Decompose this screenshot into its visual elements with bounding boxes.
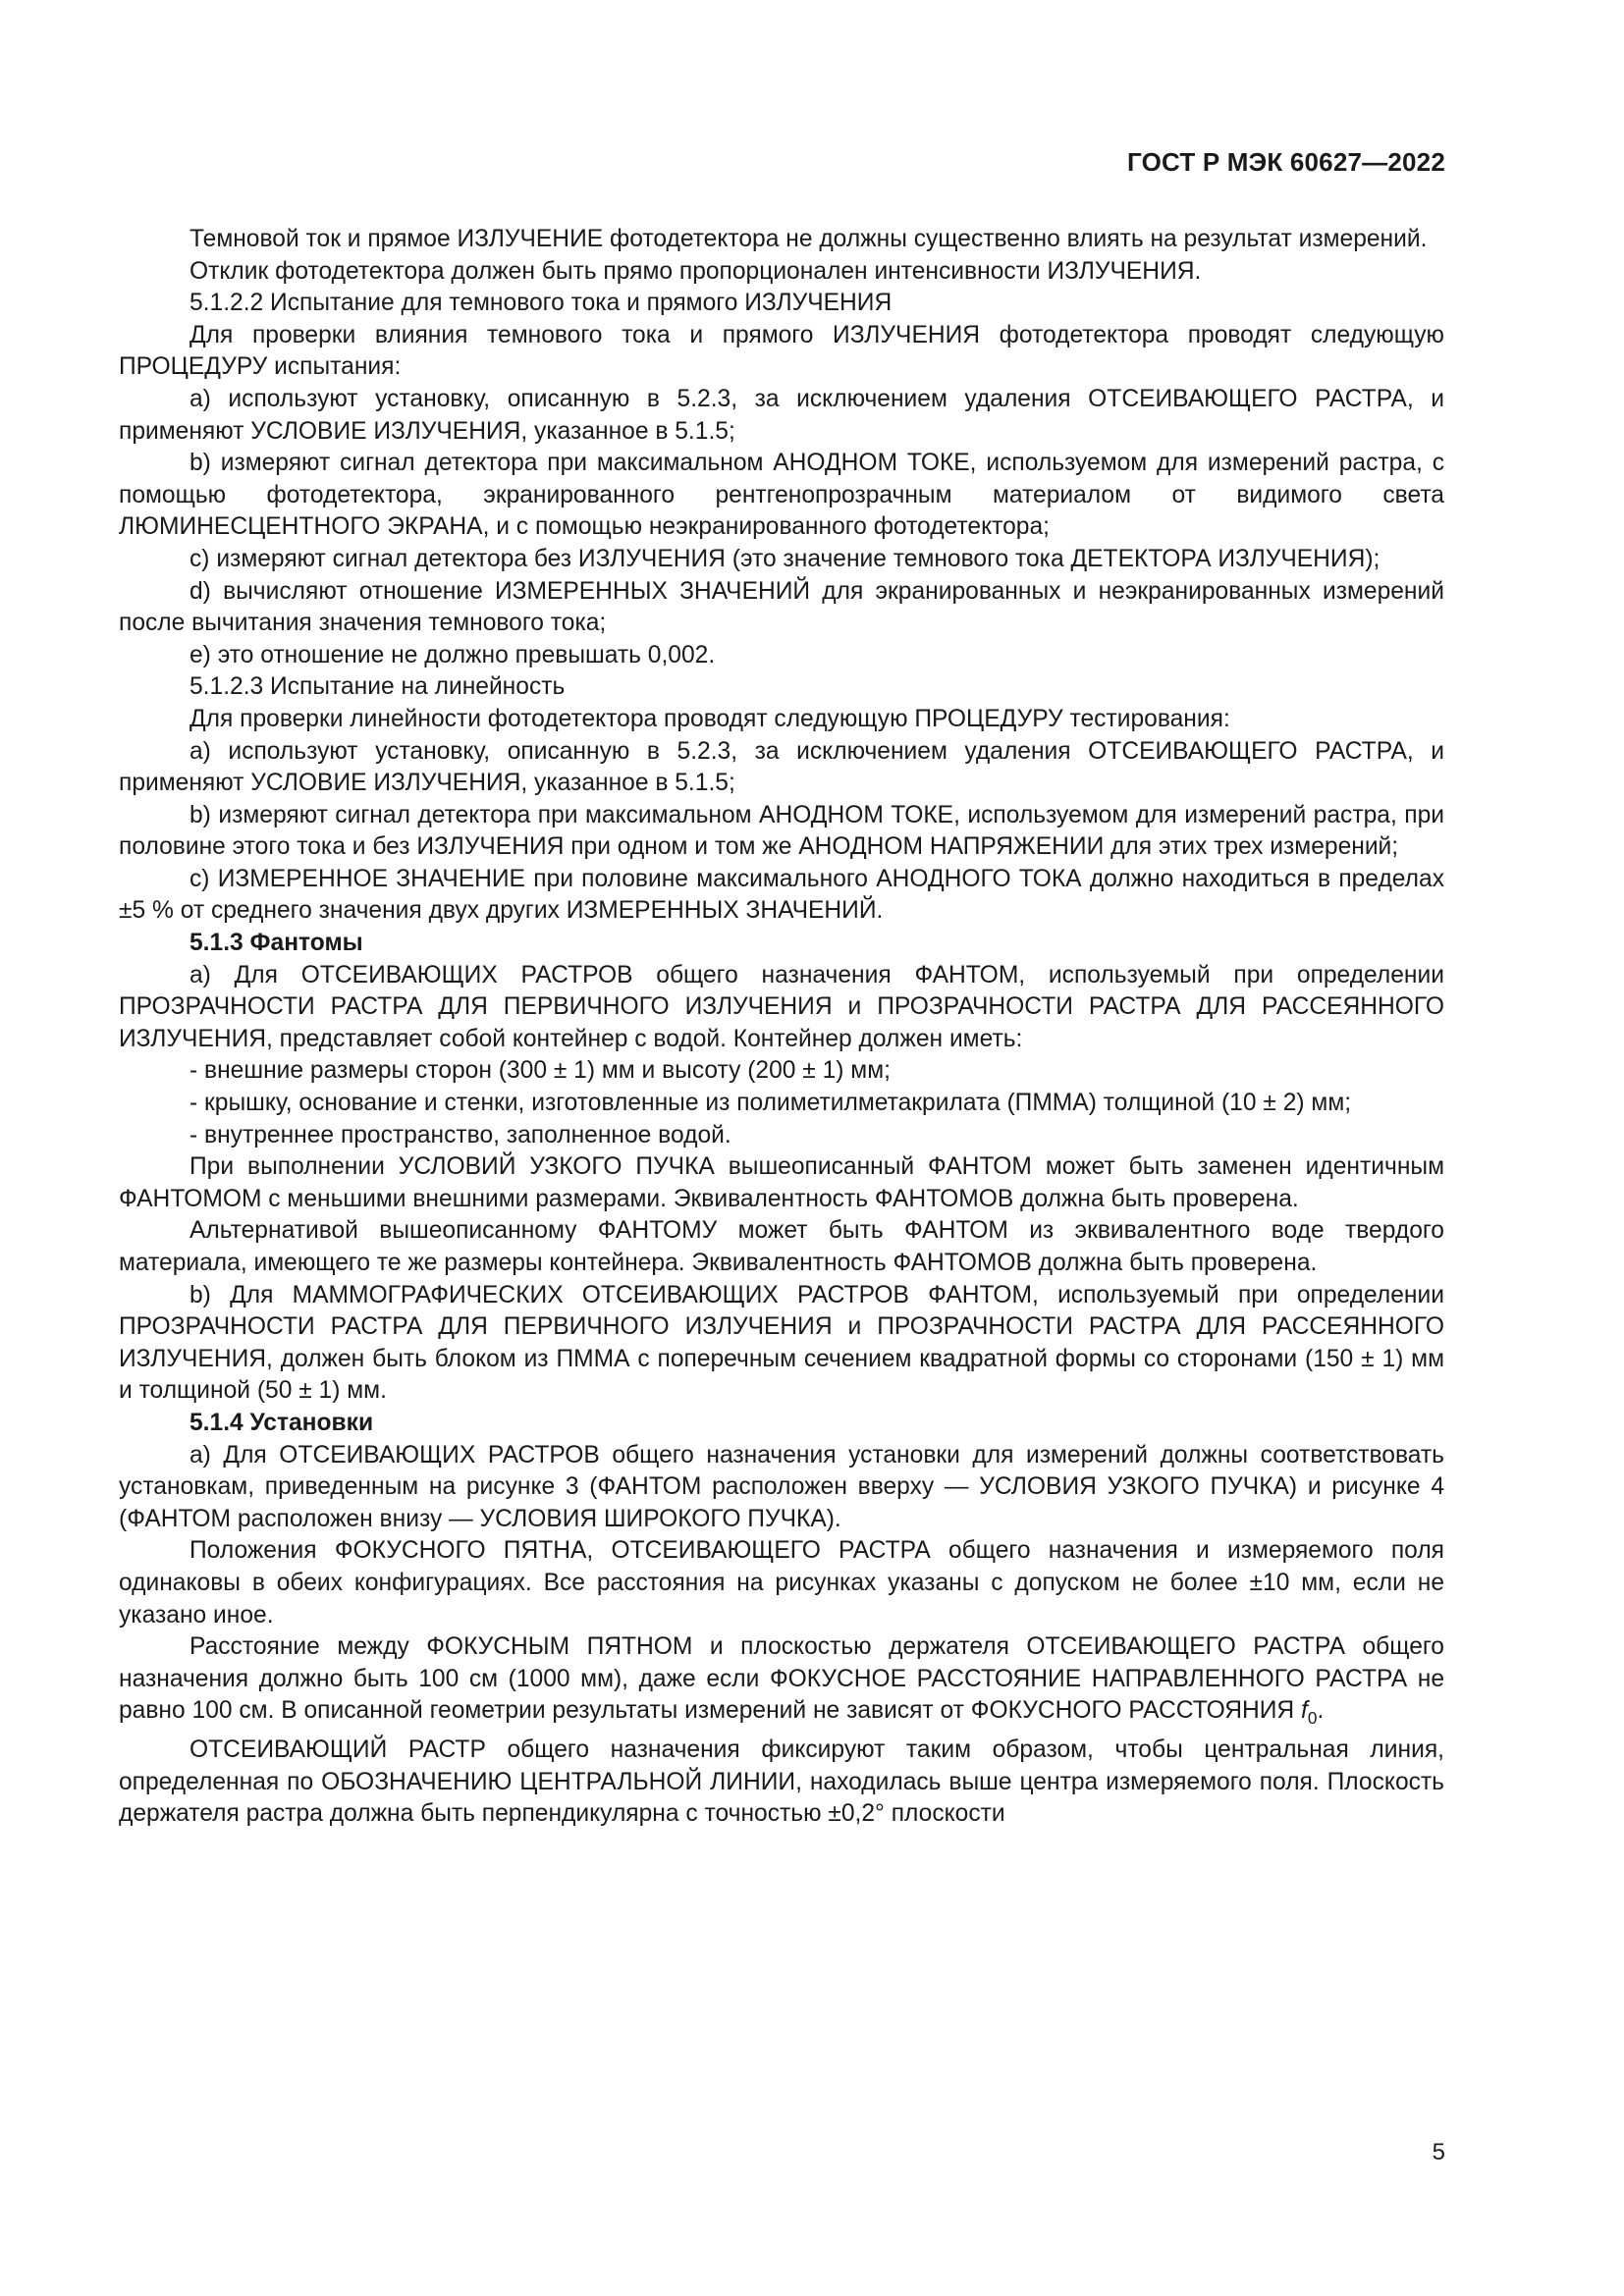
list-item-b-phantom-mammography: b) Для МАММОГРАФИЧЕСКИХ ОТСЕИВАЮЩИХ РАСТРОВ ФАНТОМ, используемый при определении ПРОЗРАЧНОСТИ РАСТРА ДЛЯ ПЕРВИЧНОГО ИЗЛУЧЕНИЯ и ПРОЗРАЧНОСТИ РАСТРА ДЛЯ РАССЕЯННОГО ИЗЛУЧЕНИЯ, должен быть блоком из ПММА с поперечным сечением квадратной формы со сторонами (150 ± 1) мм и толщиной (50 ± 1) мм. — [119, 1281, 1444, 1405]
dash-item-walls-pmma: - крышку, основание и стенки, изготовленные из полиметилметакрилата (ПММА) толщиной (10 ± 2) мм; — [189, 1090, 1352, 1117]
paragraph-grid-fixation: ОТСЕИВАЮЩИЙ РАСТР общего назначения фиксируют таким образом, чтобы центральная линия, определенная по ОБОЗНАЧЕНИЮ ЦЕНТРАЛЬНОЙ ЛИНИИ, находилась выше центра измеряемого поля. Плоскость держателя растра должна быть перпендикулярна с точностью ±0,2° плоскости — [119, 1735, 1444, 1828]
list-item-c-dark-current: c) измеряют сигнал детектора без ИЗЛУЧЕНИЯ (это значение темнового тока ДЕТЕКТОРА ИЗЛУЧЕНИЯ); — [189, 545, 1380, 572]
section-heading-5-1-4: 5.1.4 Установки — [189, 1409, 374, 1436]
list-item-a-phantom-general: a) Для ОТСЕИВАЮЩИХ РАСТРОВ общего назначения ФАНТОМ, используемый при определении ПРОЗРАЧНОСТИ РАСТРА ДЛЯ ПЕРВИЧНОГО ИЗЛУЧЕНИЯ и ПРОЗРАЧНОСТИ РАСТРА ДЛЯ РАССЕЯННОГО ИЗЛУЧЕНИЯ, представляет собой контейнер с водой. Контейнер должен иметь: — [119, 961, 1444, 1052]
dash-item-outer-dimensions: - внешние размеры сторон (300 ± 1) мм и высоту (200 ± 1) мм; — [189, 1057, 891, 1085]
list-item-b-linearity: b) измеряют сигнал детектора при максимальном АНОДНОМ ТОКЕ, используемом для измерений растра, при половине этого тока и без ИЗЛУЧЕНИЯ при одном и том же АНОДНОМ НАПРЯЖЕНИИ для этих трех измерений; — [119, 801, 1444, 861]
paragraph-response-proportional: Отклик фотодетектора должен быть прямо пропорционален интенсивности ИЗЛУЧЕНИЯ. — [189, 257, 1202, 285]
paragraph-dark-current-requirement: Темновой ток и прямое ИЗЛУЧЕНИЕ фотодетектора не должны существенно влиять на результат измерений. — [189, 226, 1428, 252]
paragraph-dark-current-procedure-intro: Для проверки влияния темнового тока и прямого ИЗЛУЧЕНИЯ фотодетектора проводят следующую ПРОЦЕДУРУ испытания: — [119, 321, 1444, 381]
paragraph-focal-spot-positions: Положения ФОКУСНОГО ПЯТНА, ОТСЕИВАЮЩЕГО РАСТРА общего назначения и измеряемого поля одинаковы в обеих конфигурациях. Все расстояния на рисунках указаны с допуском не более ±10 мм, если не указано иное. — [119, 1537, 1444, 1629]
paragraph-alternative-phantom: Альтернативой вышеописанному ФАНТОМУ может быть ФАНТОМ из эквивалентного воде твердого материала, имеющего те же размеры контейнера. Эквивалентность ФАНТОМОВ должна быть проверена. — [119, 1217, 1444, 1276]
list-item-a-linearity: a) используют установку, описанную в 5.2.3, за исключением удаления ОТСЕИВАЮЩЕГО РАСТРА, и применяют УСЛОВИЕ ИЗЛУЧЕНИЯ, указанное в 5.1.5; — [119, 737, 1444, 797]
list-item-e-dark-current: e) это отношение не должно превышать 0,002. — [189, 641, 716, 668]
paragraph-focal-distance — [119, 1631, 1444, 1735]
list-item-a-setups: a) Для ОТСЕИВАЮЩИХ РАСТРОВ общего назначения установки для измерений должны соответствовать установкам, приведенным на рисунке 3 (ФАНТОМ расположен вверху — УСЛОВИЯ УЗКОГО ПУЧКА) и рисунке 4 (ФАНТОМ расположен внизу — УСЛОВИЯ ШИРОКОГО ПУЧКА). — [119, 1441, 1444, 1532]
section-title-5-1-2-2: 5.1.2.2 Испытание для темнового тока и прямого ИЗЛУЧЕНИЯ — [189, 290, 893, 317]
document-body — [119, 224, 1444, 1831]
paragraph-linearity-procedure-intro: Для проверки линейности фотодетектора проводят следующую ПРОЦЕДУРУ тестирования: — [189, 705, 1230, 732]
section-heading-5-1-3: 5.1.3 Фантомы — [189, 930, 363, 957]
page-number: 5 — [1432, 2139, 1445, 2165]
list-item-d-dark-current: d) вычисляют отношение ИЗМЕРЕННЫХ ЗНАЧЕНИЙ для экранированных и неэкранированных измерений после вычитания значения темнового тока; — [119, 577, 1444, 637]
section-title-5-1-2-3: 5.1.2.3 Испытание на линейность — [189, 673, 566, 701]
list-item-c-linearity: c) ИЗМЕРЕННОЕ ЗНАЧЕНИЕ при половине максимального АНОДНОГО ТОКА должно находиться в пределах ±5 % от среднего значения двух других ИЗМЕРЕННЫХ ЗНАЧЕНИЙ. — [119, 865, 1444, 925]
focal-symbol-letter: f — [1301, 1697, 1308, 1725]
paragraph-narrow-beam-phantom: При выполнении УСЛОВИЙ УЗКОГО ПУЧКА вышеописанный ФАНТОМ может быть заменен идентичным ФАНТОМОМ с меньшими внешними размерами. Эквивалентность ФАНТОМОВ должна быть проверена. — [119, 1153, 1444, 1212]
list-item-a-dark-current: a) используют установку, описанную в 5.2.3, за исключением удаления ОТСЕИВАЮЩЕГО РАСТРА, и применяют УСЛОВИЕ ИЗЛУЧЕНИЯ, указанное в 5.1.5; — [119, 385, 1444, 445]
page-header-standard-id: ГОСТ Р МЭК 60627—2022 — [1126, 147, 1445, 177]
dash-item-water-filled: - внутреннее пространство, заполненное водой. — [189, 1121, 731, 1148]
focal-distance-text: Расстояние между ФОКУСНЫМ ПЯТНОМ и плоскостью держателя ОТСЕИВАЮЩЕГО РАСТРА общего назначения должно быть 100 см (1000 мм), даже если ФОКУСНОЕ РАССТОЯНИЕ НАПРАВЛЕННОГО РАСТРА не равно 100 см. В описанной геометрии результаты измерений не зависят от ФОКУСНОГО РАССТОЯНИЯ — [119, 1633, 1444, 1725]
list-item-b-dark-current: b) измеряют сигнал детектора при максимальном АНОДНОМ ТОКЕ, используемом для измерений растра, с помощью фотодетектора, экранированного рентгенопрозрачным материалом от видимого света ЛЮМИНЕСЦЕНТНОГО ЭКРАНА, и с помощью неэкранированного фотодетектора; — [119, 450, 1444, 541]
focal-symbol-period: . — [1317, 1697, 1325, 1725]
focal-symbol-subscript: 0 — [1307, 1708, 1318, 1729]
